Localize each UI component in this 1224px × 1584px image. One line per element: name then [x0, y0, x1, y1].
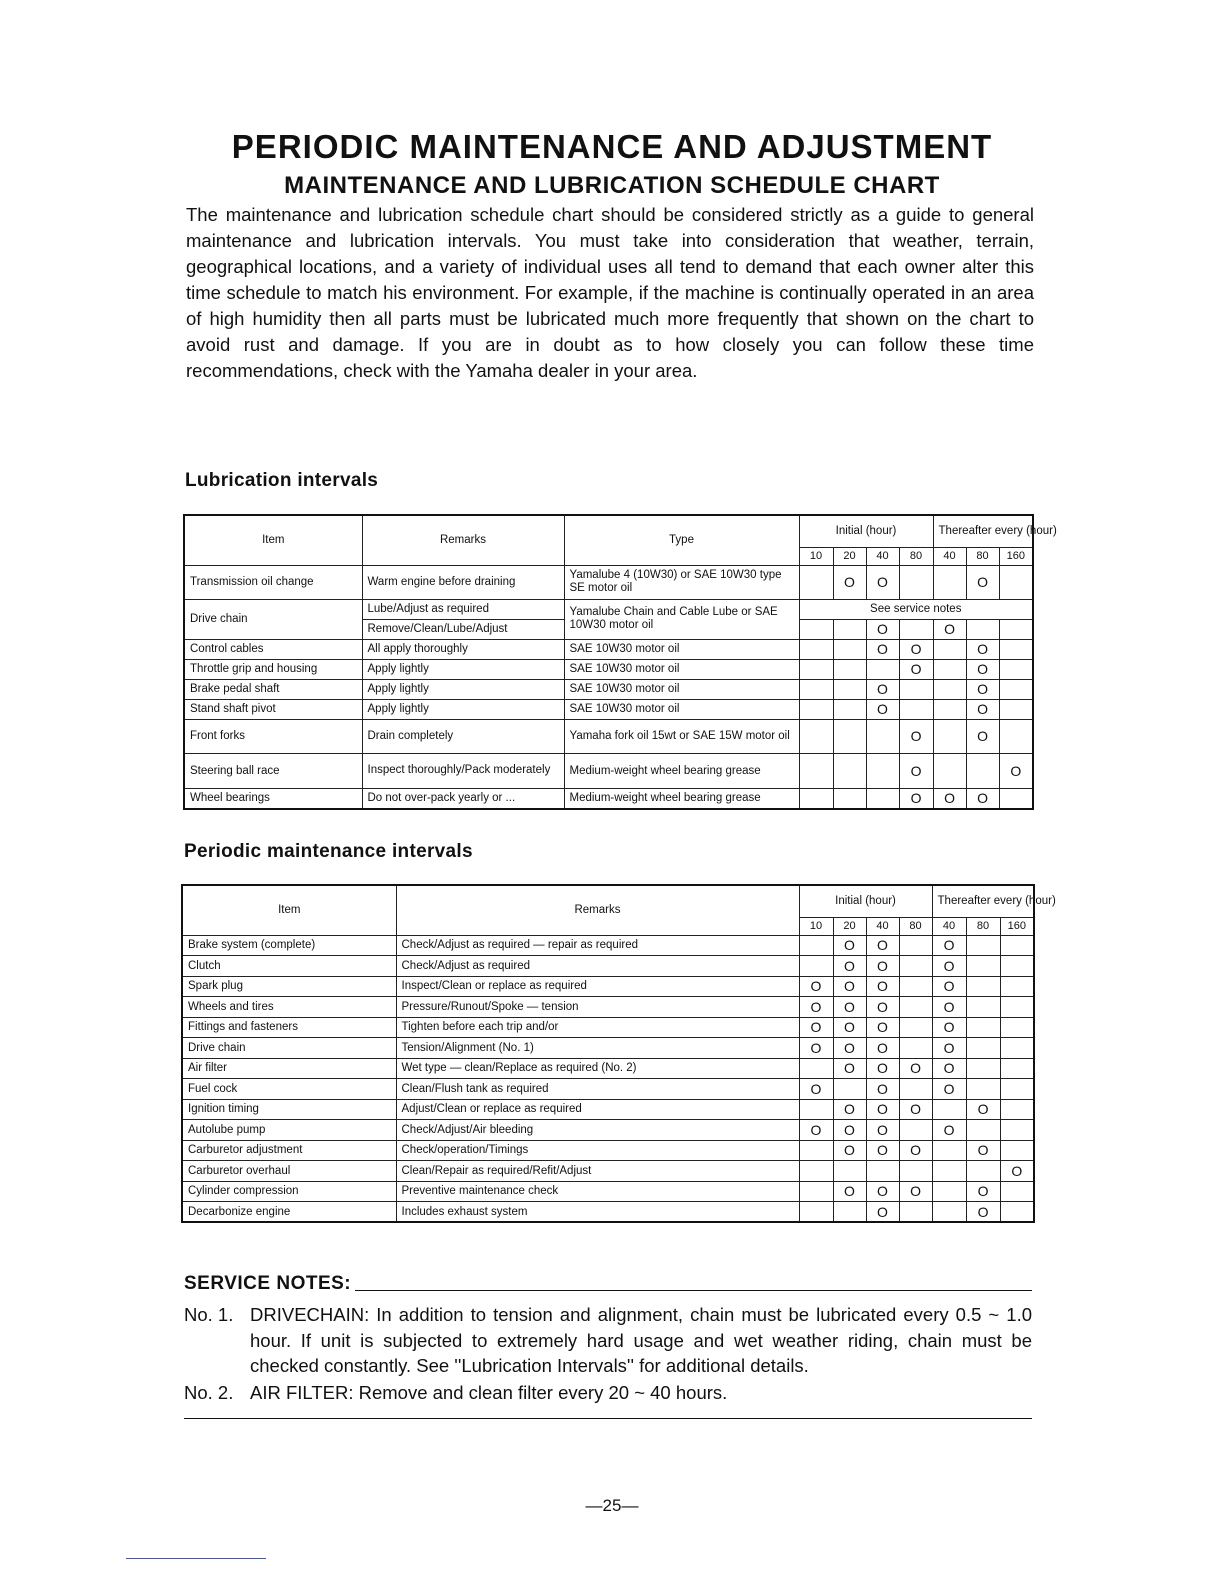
hour-header: 80 [899, 547, 933, 565]
interval-mark [799, 935, 833, 956]
interval-mark: O [899, 1099, 932, 1120]
item-cell: Stand shaft pivot [184, 699, 362, 719]
interval-mark [999, 719, 1033, 753]
remarks-cell: Lube/Adjust as required [362, 599, 564, 619]
interval-mark [966, 1038, 1000, 1059]
col-header-thereafter: Thereafter every (hour) [933, 515, 1033, 547]
interval-mark: O [866, 1058, 899, 1079]
interval-mark [899, 619, 933, 639]
interval-mark: O [899, 1058, 932, 1079]
interval-mark [966, 1161, 1000, 1182]
table-row [184, 699, 1033, 719]
interval-mark [799, 1099, 833, 1120]
interval-mark: O [932, 1079, 966, 1100]
interval-mark [966, 1058, 1000, 1079]
interval-mark [932, 1202, 966, 1223]
hour-header: 80 [899, 917, 932, 935]
interval-mark: O [833, 976, 866, 997]
interval-mark [799, 679, 833, 699]
interval-mark: O [899, 1181, 932, 1202]
interval-mark: O [833, 1120, 866, 1141]
interval-mark [899, 699, 933, 719]
interval-mark [799, 1140, 833, 1161]
table-row [182, 1120, 1034, 1141]
interval-mark: O [966, 565, 999, 599]
interval-mark [899, 1202, 932, 1223]
interval-mark: O [833, 1181, 866, 1202]
remarks-cell: Adjust/Clean or replace as required [396, 1099, 799, 1120]
interval-mark: O [932, 997, 966, 1018]
interval-mark: O [933, 788, 966, 809]
interval-mark [966, 997, 1000, 1018]
hour-header: 160 [1000, 917, 1034, 935]
interval-mark: O [966, 1140, 1000, 1161]
interval-mark [866, 1161, 899, 1182]
interval-mark: O [833, 1038, 866, 1059]
col-header-item: Item [182, 885, 396, 935]
interval-mark [799, 719, 833, 753]
interval-mark [1000, 935, 1034, 956]
interval-mark [799, 1058, 833, 1079]
table-row [184, 679, 1033, 699]
interval-mark [999, 639, 1033, 659]
interval-mark: O [799, 976, 833, 997]
divider [184, 1418, 1032, 1419]
col-header-remarks: Remarks [362, 515, 564, 565]
interval-mark [1000, 1120, 1034, 1141]
interval-mark: O [799, 1038, 833, 1059]
interval-mark: O [899, 639, 933, 659]
hour-header: 160 [999, 547, 1033, 565]
maintenance-heading: Periodic maintenance intervals [184, 841, 473, 862]
col-header-type: Type [564, 515, 799, 565]
interval-mark [933, 565, 966, 599]
interval-mark: O [966, 679, 999, 699]
table-row [184, 753, 1033, 788]
type-cell: SAE 10W30 motor oil [564, 639, 799, 659]
note-number: No. 2. [184, 1382, 234, 1403]
item-cell: Clutch [182, 956, 396, 977]
remarks-cell: Includes exhaust system [396, 1202, 799, 1223]
interval-mark [799, 1161, 833, 1182]
interval-mark [799, 639, 833, 659]
interval-mark [933, 753, 966, 788]
type-cell: Yamalube Chain and Cable Lube or SAE 10W30 motor oil [564, 599, 799, 639]
interval-mark: O [866, 639, 899, 659]
type-cell: Medium-weight wheel bearing grease [564, 788, 799, 809]
remarks-cell: Apply lightly [362, 699, 564, 719]
interval-mark [799, 1202, 833, 1223]
hour-header: 40 [932, 917, 966, 935]
interval-mark [899, 935, 932, 956]
interval-mark: O [866, 1202, 899, 1223]
interval-mark [1000, 976, 1034, 997]
interval-mark [932, 1161, 966, 1182]
interval-mark [966, 956, 1000, 977]
interval-mark: O [899, 788, 933, 809]
item-cell: Spark plug [182, 976, 396, 997]
interval-mark: O [966, 659, 999, 679]
item-cell: Fittings and fasteners [182, 1017, 396, 1038]
interval-mark: O [966, 699, 999, 719]
remarks-cell: Inspect thoroughly/Pack moderately [362, 753, 564, 788]
interval-mark: O [866, 565, 899, 599]
col-header-thereafter: Thereafter every (hour) [932, 885, 1034, 917]
item-cell: Decarbonize engine [182, 1202, 396, 1223]
remarks-cell: Apply lightly [362, 679, 564, 699]
interval-mark: O [866, 935, 899, 956]
interval-mark [933, 719, 966, 753]
interval-mark [966, 1120, 1000, 1141]
maintenance-table [181, 884, 1056, 1223]
interval-mark [799, 956, 833, 977]
table-row [182, 1202, 1034, 1223]
interval-mark: O [966, 719, 999, 753]
intro-paragraph: The maintenance and lubrication schedule chart should be considered strictly as a guide to general maintenance and lubrication intervals. You must take into consideration that weather, terrain, geographical locations, and a variety of individual uses all tend to demand that each owner alter this time schedule to match his environment. For example, if the machine is continually operated in an area of high humidity then all parts must be lubricated much more frequently that shown on the chart to avoid rust and damage. If you are in doubt as to how closely you can follow these time recommendations, check with the Yamaha dealer in your area. [186, 204, 1034, 381]
table-row [182, 1140, 1034, 1161]
interval-mark [899, 565, 933, 599]
table-row [182, 1181, 1034, 1202]
table-row [184, 565, 1033, 599]
item-cell: Fuel cock [182, 1079, 396, 1100]
hour-header: 40 [866, 547, 899, 565]
interval-mark: O [866, 1099, 899, 1120]
item-cell: Steering ball race [184, 753, 362, 788]
hour-header: 20 [833, 917, 866, 935]
interval-mark: O [999, 753, 1033, 788]
service-note-2 [184, 1380, 1032, 1406]
item-cell: Drive chain [184, 599, 362, 639]
table-row [184, 659, 1033, 679]
table-row [184, 788, 1033, 809]
remarks-cell: Check/operation/Timings [396, 1140, 799, 1161]
interval-mark: O [866, 1079, 899, 1100]
interval-mark: O [966, 1181, 1000, 1202]
interval-mark: O [866, 976, 899, 997]
interval-mark: O [833, 565, 866, 599]
interval-mark [999, 659, 1033, 679]
interval-mark [833, 753, 866, 788]
item-cell: Brake pedal shaft [184, 679, 362, 699]
interval-mark: O [833, 1058, 866, 1079]
interval-mark [933, 659, 966, 679]
interval-mark: O [799, 1017, 833, 1038]
interval-mark [833, 719, 866, 753]
interval-mark [799, 699, 833, 719]
remarks-cell: Tighten before each trip and/or [396, 1017, 799, 1038]
interval-mark [1000, 1202, 1034, 1223]
interval-mark [899, 1161, 932, 1182]
item-cell: Front forks [184, 719, 362, 753]
interval-mark: O [966, 1202, 1000, 1223]
hour-header: 10 [799, 917, 833, 935]
footer-divider [126, 1558, 266, 1559]
interval-mark [966, 976, 1000, 997]
interval-mark: O [866, 699, 899, 719]
interval-mark [899, 679, 933, 699]
table-row [182, 1058, 1034, 1079]
interval-mark: O [866, 1181, 899, 1202]
interval-mark [1000, 1099, 1034, 1120]
table-row [184, 639, 1033, 659]
interval-mark [833, 788, 866, 809]
remarks-cell: Inspect/Clean or replace as required [396, 976, 799, 997]
interval-mark: O [866, 1140, 899, 1161]
interval-mark [999, 679, 1033, 699]
remarks-cell: All apply thoroughly [362, 639, 564, 659]
interval-mark: O [1000, 1161, 1034, 1182]
type-cell: SAE 10W30 motor oil [564, 699, 799, 719]
interval-mark [1000, 997, 1034, 1018]
remarks-cell: Clean/Flush tank as required [396, 1079, 799, 1100]
interval-mark: O [932, 956, 966, 977]
note-text: AIR FILTER: Remove and clean filter every 20 ~ 40 hours. [250, 1382, 728, 1403]
interval-mark [799, 753, 833, 788]
interval-mark: O [899, 753, 933, 788]
interval-mark [999, 619, 1033, 639]
table-row [182, 976, 1034, 997]
interval-mark [833, 639, 866, 659]
hour-header: 20 [833, 547, 866, 565]
page-number: —25— [585, 1496, 639, 1515]
note-number: No. 1. [184, 1304, 234, 1325]
interval-mark [899, 1017, 932, 1038]
type-cell: Yamalube 4 (10W30) or SAE 10W30 type SE motor oil [564, 565, 799, 599]
interval-mark [966, 1079, 1000, 1100]
type-cell: Medium-weight wheel bearing grease [564, 753, 799, 788]
item-cell: Carburetor adjustment [182, 1140, 396, 1161]
interval-mark [932, 1140, 966, 1161]
interval-mark: O [833, 1140, 866, 1161]
interval-mark: O [866, 1120, 899, 1141]
item-cell: Autolube pump [182, 1120, 396, 1141]
col-header-item: Item [184, 515, 362, 565]
item-cell: Wheels and tires [182, 997, 396, 1018]
hour-header: 10 [799, 547, 833, 565]
interval-mark: O [866, 997, 899, 1018]
remarks-cell: Drain completely [362, 719, 564, 753]
interval-mark: O [899, 659, 933, 679]
interval-mark [1000, 1017, 1034, 1038]
interval-mark: O [866, 956, 899, 977]
hour-header: 80 [966, 917, 1000, 935]
item-cell: Cylinder compression [182, 1181, 396, 1202]
interval-mark: O [932, 1038, 966, 1059]
interval-mark [866, 753, 899, 788]
interval-mark: O [899, 1140, 932, 1161]
item-cell: Drive chain [182, 1038, 396, 1059]
interval-mark [966, 753, 999, 788]
interval-mark [833, 619, 866, 639]
remarks-cell: Do not over-pack yearly or ... [362, 788, 564, 809]
table-row [182, 956, 1034, 977]
interval-mark: O [799, 1120, 833, 1141]
item-cell: Carburetor overhaul [182, 1161, 396, 1182]
item-cell: Wheel bearings [184, 788, 362, 809]
item-cell: Brake system (complete) [182, 935, 396, 956]
interval-mark [1000, 1058, 1034, 1079]
service-notes-reference: See service notes [799, 599, 1033, 619]
remarks-cell: Remove/Clean/Lube/Adjust [362, 619, 564, 639]
interval-mark: O [966, 639, 999, 659]
interval-mark [833, 659, 866, 679]
interval-mark [833, 1079, 866, 1100]
table-row [182, 1161, 1034, 1182]
hour-header: 40 [933, 547, 966, 565]
interval-mark: O [833, 1017, 866, 1038]
interval-mark [866, 788, 899, 809]
interval-mark [966, 1017, 1000, 1038]
remarks-cell: Tension/Alignment (No. 1) [396, 1038, 799, 1059]
interval-mark: O [866, 1038, 899, 1059]
table-row [182, 1079, 1034, 1100]
interval-mark [866, 659, 899, 679]
interval-mark [899, 1120, 932, 1141]
interval-mark [999, 565, 1033, 599]
table-row [182, 935, 1034, 956]
interval-mark: O [833, 1099, 866, 1120]
interval-mark [932, 1099, 966, 1120]
interval-mark [1000, 1079, 1034, 1100]
service-notes-header [184, 1271, 1032, 1295]
remarks-cell: Wet type — clean/Replace as required (No. 2) [396, 1058, 799, 1079]
interval-mark [799, 788, 833, 809]
interval-mark [833, 1161, 866, 1182]
hour-header: 40 [866, 917, 899, 935]
interval-mark [1000, 1140, 1034, 1161]
interval-mark [833, 679, 866, 699]
interval-mark [899, 997, 932, 1018]
type-cell: SAE 10W30 motor oil [564, 679, 799, 699]
interval-mark [833, 1202, 866, 1223]
lubrication-table [183, 514, 1057, 810]
interval-mark [799, 1181, 833, 1202]
remarks-cell: Check/Adjust/Air bleeding [396, 1120, 799, 1141]
interval-mark [1000, 1181, 1034, 1202]
lubrication-heading: Lubrication intervals [185, 470, 379, 491]
item-cell: Transmission oil change [184, 565, 362, 599]
maintenance-table-body [182, 935, 1034, 1222]
interval-mark: O [932, 1120, 966, 1141]
item-cell: Control cables [184, 639, 362, 659]
interval-mark: O [833, 956, 866, 977]
interval-mark [1000, 1038, 1034, 1059]
interval-mark [799, 619, 833, 639]
interval-mark: O [866, 1017, 899, 1038]
interval-mark [999, 788, 1033, 809]
remarks-cell: Clean/Repair as required/Refit/Adjust [396, 1161, 799, 1182]
interval-mark [966, 619, 999, 639]
table-row [184, 719, 1033, 753]
item-cell: Throttle grip and housing [184, 659, 362, 679]
page-subtitle: MAINTENANCE AND LUBRICATION SCHEDULE CHART [284, 172, 940, 199]
remarks-cell: Apply lightly [362, 659, 564, 679]
interval-mark: O [932, 1058, 966, 1079]
interval-mark [833, 699, 866, 719]
hour-header: 80 [966, 547, 999, 565]
remarks-cell: Pressure/Runout/Spoke — tension [396, 997, 799, 1018]
interval-mark [1000, 956, 1034, 977]
table-row [182, 1038, 1034, 1059]
remarks-cell: Check/Adjust as required — repair as required [396, 935, 799, 956]
interval-mark: O [866, 679, 899, 699]
table-row [182, 997, 1034, 1018]
interval-mark [899, 976, 932, 997]
table-row [182, 1099, 1034, 1120]
interval-mark [966, 935, 1000, 956]
item-cell: Air filter [182, 1058, 396, 1079]
interval-mark: O [866, 619, 899, 639]
interval-mark [999, 699, 1033, 719]
interval-mark [899, 956, 932, 977]
col-header-initial: Initial (hour) [799, 515, 933, 547]
interval-mark [799, 565, 833, 599]
interval-mark [933, 679, 966, 699]
page-title: PERIODIC MAINTENANCE AND ADJUSTMENT [231, 128, 993, 165]
item-cell: Ignition timing [182, 1099, 396, 1120]
interval-mark: O [932, 976, 966, 997]
service-notes-heading: SERVICE NOTES: [184, 1273, 352, 1294]
interval-mark: O [833, 935, 866, 956]
interval-mark [932, 1181, 966, 1202]
interval-mark [899, 1038, 932, 1059]
interval-mark [933, 699, 966, 719]
interval-mark: O [932, 935, 966, 956]
interval-mark: O [833, 997, 866, 1018]
remarks-cell: Preventive maintenance check [396, 1181, 799, 1202]
interval-mark: O [933, 619, 966, 639]
service-note-1 [184, 1302, 1032, 1380]
interval-mark [866, 719, 899, 753]
remarks-cell: Check/Adjust as required [396, 956, 799, 977]
interval-mark: O [966, 1099, 1000, 1120]
interval-mark [899, 1079, 932, 1100]
col-header-initial: Initial (hour) [799, 885, 932, 917]
col-header-remarks: Remarks [396, 885, 799, 935]
interval-mark [933, 639, 966, 659]
type-cell: Yamaha fork oil 15wt or SAE 15W motor oil [564, 719, 799, 753]
interval-mark: O [966, 788, 999, 809]
table-row [182, 1017, 1034, 1038]
interval-mark: O [799, 997, 833, 1018]
remarks-cell: Warm engine before draining [362, 565, 564, 599]
interval-mark [799, 659, 833, 679]
table-row [184, 599, 1033, 619]
interval-mark: O [932, 1017, 966, 1038]
note-text: DRIVECHAIN: In addition to tension and alignment, chain must be lubricated every 0.5 ~ 1.0 hour. If unit is subjected to extremely hard usage and wet weather riding, chain must be checked constantly. See ''Lubrication Intervals'' for additional details. [250, 1304, 1032, 1376]
interval-mark: O [799, 1079, 833, 1100]
divider [355, 1290, 1032, 1291]
interval-mark: O [899, 719, 933, 753]
type-cell: SAE 10W30 motor oil [564, 659, 799, 679]
